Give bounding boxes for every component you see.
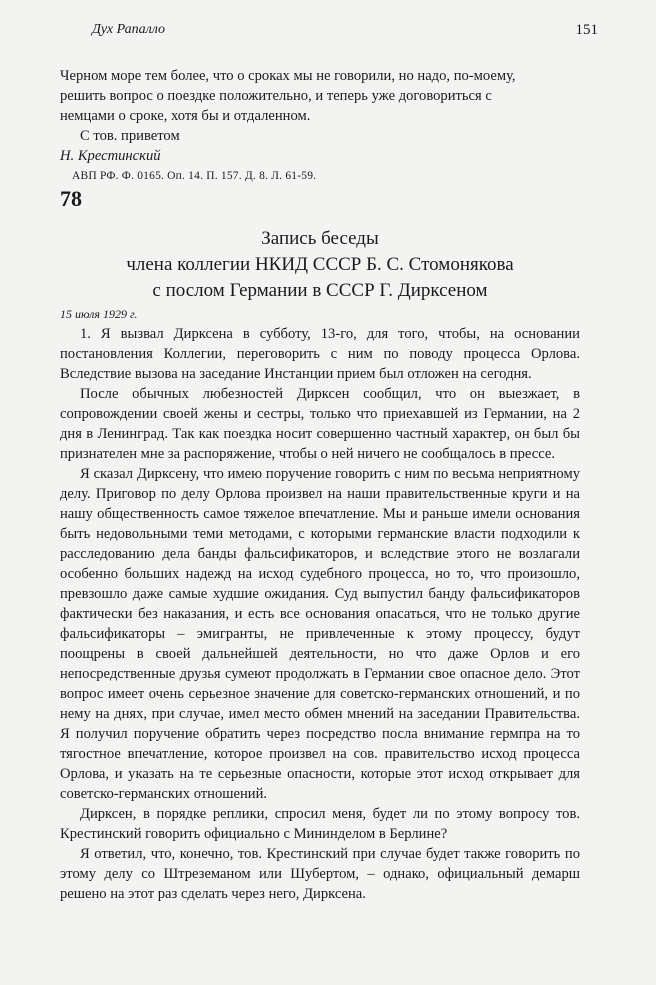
body-paragraph: Дирксен, в порядке реплики, спросил меня, будет ли по этому вопросу тов. Крестинский говорить официально с Мининделом в Берлине? — [60, 806, 580, 842]
document-title — [60, 226, 580, 304]
document-title-line: члена коллегии НКИД СССР Б. С. Стомонякова — [126, 254, 514, 275]
body-paragraph: Я сказал Дирксену, что имею поручение говорить с ним по весьма неприятному делу. Приговор по делу Орлова произвел на наши правительственные круги и на нашу общественность самое тяжелое впечатление. Мы и раньше имели основания быть недовольными теми методами, с которыми германские власти подходили к расследованию дела банды фальсификаторов, и вследствие этого не возлагали особенно больших надежд на исход судебного процесса, но то, что произошло, превзошло даже самые худшие ожидания. Суд выпустил банду фальсификаторов фактически без наказания, и есть все основания опасаться, что не только другие фальсификаторы – эмигранты, не привлеченные к этому процессу, будут поощрены в своей дальнейшей деятельности, но что даже Орлов и его непосредственные друзья сумеют продолжать в Германии свое опасное дело. Этот вопрос имеет очень серьезное значение для советско-германских отношений, и по нему на днях, при случае, имел место обмен мнений на заседании Правительства. Я получил поручение обратить через посредство посла внимание гермпра на то тягостное впечатление, которое произвел на сов. правительство исход процесса Орлова, и указать на те серьезные опасности, которые этот исход открывает для советско-германских отношений. — [60, 466, 580, 802]
document-title-line: с послом Германии в СССР Г. Дирксеном — [152, 280, 488, 301]
page-header — [92, 22, 598, 44]
document-date: 15 июля 1929 г. — [60, 307, 138, 321]
letter-signature: Н. Крестинский — [60, 148, 161, 164]
body-paragraph: Я ответил, что, конечно, тов. Крестинский при случае будет также говорить по этому делу со Штреземаном или Шубертом, – однако, официальный демарш решено на этот раз сделать через него, Дирксена. — [60, 846, 580, 902]
document-number: 78 — [60, 186, 82, 211]
running-title: Дух Рапалло — [92, 22, 166, 37]
letter-closing: С тов. приветом — [80, 128, 180, 144]
body-paragraph: После обычных любезностей Дирксен сообщил, что он выезжает, в сопровождении своей жены и сестры, только что приехавшей из Германии, на 2 дня в Ленинград. Так как поездка носит совершенно частный характер, он был бы признателен мне за распоряжение, чтобы о ней ничего не сообщалось в прессе. — [60, 386, 580, 462]
body-paragraph: 1. Я вызвал Дирксена в субботу, 13-го, для того, чтобы, на основании постановления Коллегии, переговорить с ним по поводу процесса Орлова. Вследствие вызова на заседание Инстанции прием был отложен на сегодня. — [60, 326, 580, 382]
page-number: 151 — [575, 22, 598, 38]
prev-letter-line: решить вопрос о поездке положительно, и теперь уже договориться с — [60, 88, 492, 104]
archive-reference: АВП РФ. Ф. 0165. Оп. 14. П. 157. Д. 8. Л. 61-59. — [72, 170, 317, 182]
document-title-line: Запись беседы — [261, 228, 379, 249]
prev-letter-line: немцами о сроке, хотя бы и отдаленном. — [60, 108, 311, 124]
prev-letter-line: Черном море тем более, что о сроках мы не говорили, но надо, по-моему, — [60, 68, 516, 84]
page-body — [60, 66, 580, 904]
